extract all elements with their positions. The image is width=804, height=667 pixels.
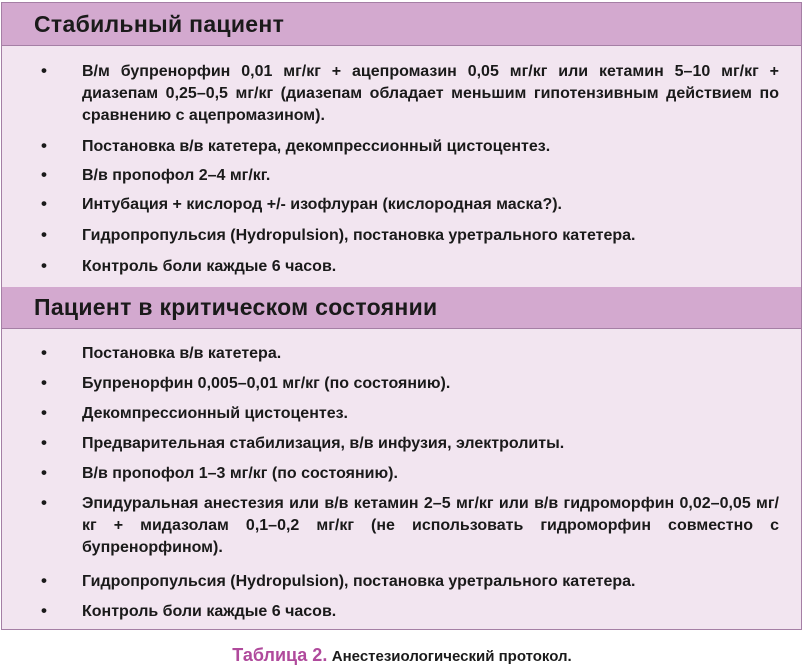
list-item <box>2 136 801 165</box>
table-caption <box>0 645 804 666</box>
list-item-text: Декомпрессионный цистоцентез. <box>82 405 348 422</box>
list-item-text: Интубация + кислород +/- изофлуран (кислородная маска?). <box>82 196 562 213</box>
list-item-text: В/м бупренорфин 0,01 мг/кг + ацепромазин 0,05 мг/кг или кетамин 5–10 мг/кг + диазепам 0,25–0,5 мг/кг (диазепам обладает меньшим гипотензивным действием по сравнению с ацепромазином). <box>82 63 779 124</box>
list-item <box>2 225 801 256</box>
list-item-text: Предварительная стабилизация, в/в инфузия, электролиты. <box>82 435 565 452</box>
list-item <box>2 433 801 463</box>
section-body-stable <box>2 46 801 287</box>
bullet: • <box>41 463 47 482</box>
caption-label: Таблица 2. <box>232 645 328 665</box>
list-item-text: В/в пропофол 2–4 мг/кг. <box>82 167 271 184</box>
list-item <box>2 571 801 601</box>
list-item-text: Контроль боли каждые 6 часов. <box>82 258 337 275</box>
section-header-critical <box>2 287 801 329</box>
list-item <box>2 61 801 136</box>
bullet: • <box>41 225 47 244</box>
list-item-text: В/в пропофол 1–3 мг/кг (по состоянию). <box>82 465 398 482</box>
list-item <box>2 194 801 225</box>
list-item-text: Постановка в/в катетера, декомпрессионный цистоцентез. <box>82 138 551 155</box>
protocol-table <box>1 2 802 630</box>
list-item <box>2 403 801 433</box>
bullet: • <box>41 601 47 620</box>
section-title: Пациент в критическом состоянии <box>34 294 438 320</box>
bullet: • <box>41 343 47 362</box>
section-header-stable <box>2 3 801 46</box>
bullet: • <box>41 256 47 275</box>
bullet: • <box>41 373 47 392</box>
list-item <box>2 256 801 282</box>
bullet: • <box>41 493 47 512</box>
bullet: • <box>41 403 47 422</box>
section-title: Стабильный пациент <box>34 11 285 37</box>
caption-text: Анестезиологический протокол. <box>331 648 572 665</box>
list-item-text: Гидропропульсия (Hydropulsion), постановка уретрального катетера. <box>82 227 636 244</box>
list-item <box>2 601 801 627</box>
section-body-critical <box>2 329 801 630</box>
list-item-text: Контроль боли каждые 6 часов. <box>82 603 337 620</box>
bullet: • <box>41 165 47 184</box>
list-item-text: Бупренорфин 0,005–0,01 мг/кг (по состоянию). <box>82 375 451 392</box>
list-item-text: Постановка в/в катетера. <box>82 345 282 362</box>
list-item <box>2 165 801 194</box>
list-item <box>2 373 801 403</box>
bullet: • <box>41 61 47 80</box>
list-item <box>2 343 801 373</box>
list-item <box>2 463 801 493</box>
list-item-text: Гидропропульсия (Hydropulsion), постановка уретрального катетера. <box>82 573 636 590</box>
bullet: • <box>41 571 47 590</box>
bullet: • <box>41 194 47 213</box>
bullet: • <box>41 433 47 452</box>
bullet: • <box>41 136 47 155</box>
list-item <box>2 493 801 571</box>
list-item-text: Эпидуральная анестезия или в/в кетамин 2–5 мг/кг или в/в гидроморфин 0,02–0,05 мг/кг + мидазолам 0,1–0,2 мг/кг (не использовать гидроморфин совместно с бупренорфином). <box>82 495 779 556</box>
